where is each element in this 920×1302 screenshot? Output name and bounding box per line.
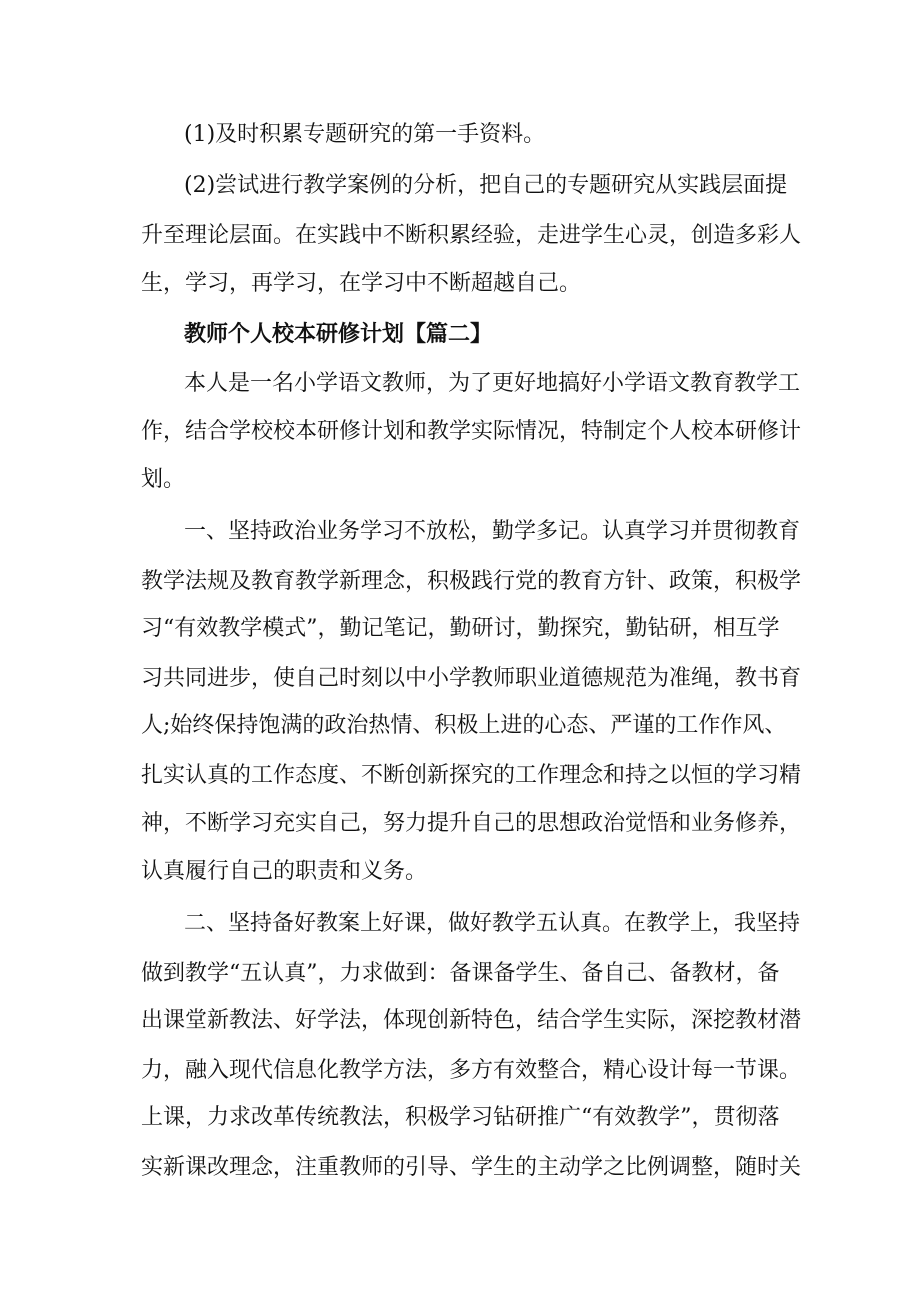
- section1-line-3: 习“有效教学模式”，勤记笔记，勤研讨，勤探究，勤钻研，相互学: [141, 616, 780, 641]
- list-item-2-marker: (2): [184, 173, 216, 198]
- intro-line-3: 划。: [141, 467, 186, 492]
- section1-line-7: 神，不断学习充实自己，努力提升自己的思想政治觉悟和业务修养，: [141, 811, 802, 836]
- list-item-1: [184, 120, 545, 150]
- section2-line-3: 出课堂新教法、好学法，体现创新特色，结合学生实际，深挖教材潜: [141, 1008, 802, 1033]
- intro-line-1: 本人是一名小学语文教师，为了更好地搞好小学语文教育教学工: [184, 371, 801, 396]
- section2-line-2: 做到教学“五认真”，力求做到：备课备学生、备自己、备教材，备: [141, 961, 780, 986]
- section2-line-4: 力，融入现代信息化教学方法，多方有效整合，精心设计每一节课。: [141, 1058, 802, 1083]
- intro-line-2: 作，结合学校校本研修计划和教学实际情况，特制定个人校本研修计: [141, 419, 802, 444]
- section1-line-6: 扎实认真的工作态度、不断创新探究的工作理念和持之以恒的学习精: [141, 763, 802, 788]
- list-item-2-text-line-1: 尝试进行教学案例的分析，把自己的专题研究从实践层面提: [215, 173, 788, 198]
- section2-line-5: 上课，力求改革传统教法，积极学习钻研推广“有效教学”，贯彻落: [141, 1105, 780, 1130]
- list-item-1-text: 及时积累专题研究的第一手资料。: [215, 122, 546, 147]
- section-heading: 教师个人校本研修计划【篇二】: [184, 321, 493, 347]
- section1-line-4: 习共同进步，使自己时刻以中小学教师职业道德规范为准绳，教书育: [141, 666, 802, 691]
- list-item-2: [184, 171, 787, 201]
- list-item-2-text-line-3: 生，学习，再学习，在学习中不断超越自己。: [141, 271, 582, 296]
- list-item-1-marker: (1): [184, 122, 216, 147]
- section1-line-8: 认真履行自己的职责和义务。: [141, 859, 428, 884]
- section2-line-1: 二、坚持备好教案上好课，做好教学五认真。在教学上，我坚持: [184, 911, 801, 936]
- section1-line-2: 教学法规及教育教学新理念，积极践行党的教育方针、政策，积极学: [141, 569, 802, 594]
- list-item-2-text-line-2: 升至理论层面。在实践中不断积累经验，走进学生心灵，创造多彩人: [141, 223, 802, 248]
- section1-line-5: 人;始终保持饱满的政治热情、积极上进的心态、严谨的工作作风、: [141, 713, 787, 738]
- section1-line-1: 一、坚持政治业务学习不放松，勤学多记。认真学习并贯彻教育: [184, 519, 801, 544]
- section2-line-6: 实新课改理念，注重教师的引导、学生的主动学之比例调整，随时关: [141, 1155, 802, 1180]
